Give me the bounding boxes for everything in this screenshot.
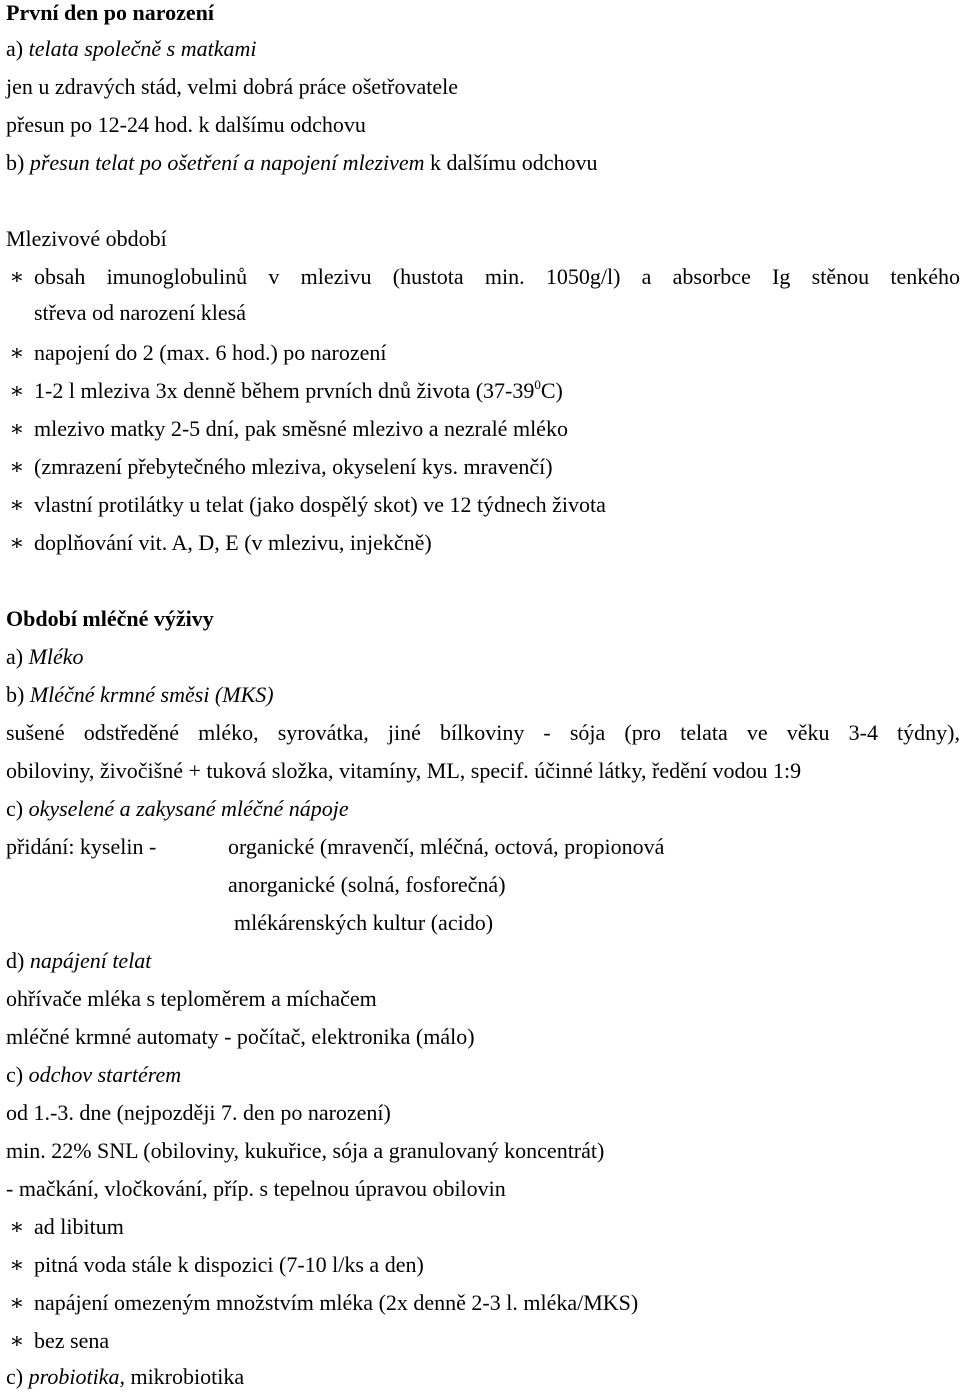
italic-text: Mléčné krmné směsi (MKS) [29,682,274,707]
bullet-icon: ∗ [9,378,25,403]
line-c-starter [6,1062,181,1088]
section-title-first-day: První den po narození [6,0,215,25]
line-starter-days: od 1.-3. dne (nejpozději 7. den po narození) [6,1100,391,1125]
bullet-icon: ∗ [9,1290,25,1315]
bullet-text [34,378,563,404]
additive-inorganic: anorganické (solná, fosforečná) [228,872,506,897]
bullet-text-end: C) [540,378,563,403]
section-title-milk-nutrition: Období mléčné výživy [6,606,214,631]
bullet-icon: ∗ [9,530,25,555]
bullet-text: mlezivo matky 2-5 dní, pak směsné mlezivo a nezralé mléko [34,416,568,441]
bullet-text: (zmrazení přebytečného mleziva, okyselení kys. mravenčí) [34,454,553,479]
bullet-icon: ∗ [9,340,25,365]
line-transfer: přesun po 12-24 hod. k dalšímu odchovu [6,112,366,137]
prefix: c) [6,1062,29,1087]
italic-text: napájení telat [29,948,152,973]
prefix: a) [6,644,29,669]
superscript-zero: 0 [534,377,541,392]
bullet-icon: ∗ [9,1328,25,1353]
line-starter-snl: min. 22% SNL (obiloviny, kukuřice, sója a granulovaný koncentrát) [6,1138,605,1163]
bullet-text: pitná voda stále k dispozici (7-10 l/ks a den) [34,1252,424,1277]
italic-text: Mléko [28,644,84,669]
bullet-text: obsah imunoglobulinů v mlezivu (hustota min. 1050g/l) a absorbce Ig stěnou tenkého [34,264,960,289]
additive-cultures: mlékárenských kultur (acido) [234,910,494,935]
prefix: d) [6,948,30,973]
bullet-continuation: střeva od narození klesá [34,300,246,325]
line-c-acidified [6,796,349,822]
line-heaters: ohřívače mléka s teploměrem a míchačem [6,986,377,1011]
bullet-icon: ∗ [9,1252,25,1277]
paragraph-line-2: obiloviny, živočišné + tuková složka, vitamíny, ML, specif. účinné látky, ředění vodou 1:9 [6,758,802,783]
prefix: a) [6,36,29,61]
italic-text: odchov startérem [28,1062,182,1087]
italic-text: probiotika, [28,1364,125,1389]
line-b-first-day [6,150,597,176]
prefix: b) [6,682,30,707]
italic-text: okyselené a zakysané mléčné nápoje [28,796,349,821]
line-a-first-day [6,36,257,62]
line-d-feeding [6,948,151,974]
bullet-icon: ∗ [9,454,25,479]
italic-text: přesun telat po ošetření a napojení mlezivem [29,150,425,175]
line-starter-processing: - mačkání, vločkování, příp. s tepelnou úpravou obilovin [6,1176,506,1201]
rest-text: k dalšímu odchovu [424,150,598,175]
line-automats: mléčné krmné automaty - počítač, elektronika (málo) [6,1024,475,1049]
bullet-text: bez sena [34,1328,110,1353]
bullet-text: doplňování vit. A, D, E (v mlezivu, injekčně) [34,530,432,555]
bullet-text: ad libitum [34,1214,124,1239]
bullet-icon: ∗ [9,492,25,517]
rest-text: mikrobiotika [124,1364,245,1389]
paragraph-line-1: sušené odstředěné mléko, syrovátka, jiné bílkoviny - sója (pro telata ve věku 3-4 týdny), [6,720,960,745]
bullet-icon: ∗ [9,1214,25,1239]
section-title-colostrum: Mlezivové období [6,226,167,251]
prefix: c) [6,1364,29,1389]
prefix: b) [6,150,30,175]
prefix: c) [6,796,29,821]
bullet-item [0,264,960,290]
bullet-text: vlastní protilátky u telat (jako dospělý skot) ve 12 týdnech života [34,492,606,517]
line-healthy-herds: jen u zdravých stád, velmi dobrá práce ošetřovatele [6,74,459,99]
line-b-mks [6,682,274,708]
bullet-text: napojení do 2 (max. 6 hod.) po narození [34,340,387,365]
line-probiotics [6,1364,244,1390]
additive-label: přidání: kyselin - [6,834,157,859]
additive-organic: organické (mravenčí, mléčná, octová, propionová [228,834,665,859]
bullet-text-main: 1-2 l mleziva 3x denně během prvních dnů života (37-39 [34,378,535,403]
italic-text: telata společně s matkami [28,36,257,61]
line-a-milk [6,644,84,670]
bullet-icon: ∗ [9,416,25,441]
bullet-icon: ∗ [9,264,25,289]
bullet-text: napájení omezeným množstvím mléka (2x denně 2-3 l. mléka/MKS) [34,1290,639,1315]
